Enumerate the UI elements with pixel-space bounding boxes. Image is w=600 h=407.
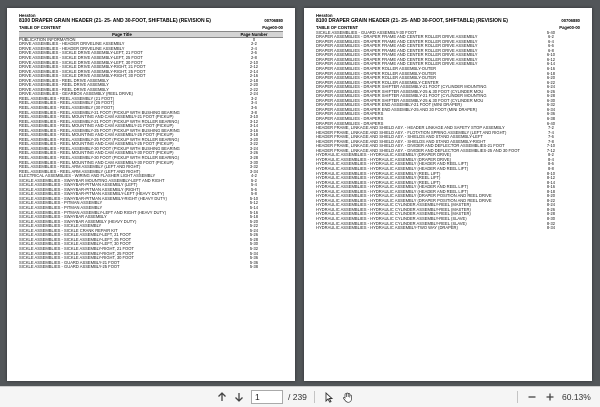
toc-entry-page-number: 6-14 <box>546 62 556 67</box>
toc-entry-title: DRAPER ASSEMBLIES - DRAPER SHIFTER ASSEMBLY-21 FOOT (CYLINDER MOUNTING <box>316 94 487 99</box>
toc-entry-title: SICKLE ASSEMBLIES - SICKLE ASSEMBLY-RIGHT, 25 FOOT <box>19 251 134 256</box>
document-title: 8100 DRAPER GRAIN HEADER (21- 25- AND 30-FOOT, SHIFTABLE) (REVISION E) <box>316 18 508 24</box>
toc-entry-title: DRAPER ASSEMBLIES - DRAPER ROLLER ASSEMBLY-OUTER <box>316 66 437 71</box>
zoom-level[interactable]: 60.13% <box>562 392 591 402</box>
toc-table-left <box>19 31 283 270</box>
toc-row[interactable] <box>19 265 283 270</box>
brand-name: Hesston <box>316 13 333 18</box>
toc-entry-page-number: 6-2 <box>547 35 554 40</box>
toc-row[interactable] <box>316 226 580 231</box>
toc-entry-page-number: 3-20 <box>249 137 259 142</box>
toc-entry-page-number: 6-30 <box>546 98 556 103</box>
toc-entry-title: DRIVE ASSEMBLIES - HEADER DRIVELINE ASSEMBLY <box>19 46 125 51</box>
toc-entry-page-number: 5-16 <box>249 210 259 215</box>
toc-entry-title: REEL ASSEMBLIES - REEL ASSEMBLY-30 FOOT (PICKUP WITH BUSHING BEARING <box>19 146 180 151</box>
toc-entry-title: HYDRAULIC ASSEMBLIES - HYDRAULIC CYLINDER ASSEMBLY-REEL (SLAVE) <box>316 221 467 226</box>
toc-entry-page-number: 5-38 <box>249 265 259 270</box>
toc-entry-page-number: 6-20 <box>546 76 556 81</box>
toc-entry-title: SICKLE ASSEMBLIES - GUARD ASSEMBLY-21 FOOT <box>19 260 120 265</box>
toc-entry-page-number: 2-12 <box>249 65 259 70</box>
toc-entry-title: DRAPER ASSEMBLIES - DRAPER SHIFTER ASSEMBLY-25 & 30 FOOT (CYLINDER MOU <box>316 89 484 94</box>
select-tool-button[interactable] <box>322 390 336 404</box>
toc-entry-title: DRAPER ASSEMBLIES - DRAPER ROLLER ASSEMBLY-CENTER <box>316 80 439 85</box>
toc-entry-title: DRIVE ASSEMBLIES - SICKLE DRIVE ASSEMBLY-LEFT, 21 FOOT <box>19 51 143 56</box>
document-title: 8100 DRAPER GRAIN HEADER (21- 25- AND 30-FOOT, SHIFTABLE) (REVISION E) <box>19 18 211 24</box>
toc-entry-title: DRAPER ASSEMBLIES - DRAPER FRAME AND CENTER ROLLER DRIVE ASSEMBLY <box>316 44 478 49</box>
document-page-right <box>304 8 592 381</box>
toc-entry-title: REEL ASSEMBLIES - REEL ASSEMBLY (25 FOOT) <box>19 101 115 106</box>
toc-entry-title: SICKLE ASSEMBLIES - SICKLE ASSEMBLY-LEFT, 30 FOOT <box>19 242 132 247</box>
toc-entry-page-number: 6-24 <box>546 85 556 90</box>
toc-entry-page-number: 3-14 <box>249 124 259 129</box>
toc-entry-title: SICKLE ASSEMBLIES - SICKLE ASSEMBLY-RIGHT, 30 FOOT <box>19 256 134 261</box>
toc-entry-page-number: 6-32 <box>546 103 556 108</box>
toc-entry-title: DRIVE ASSEMBLIES - REEL DRIVE ASSEMBLY <box>19 87 109 92</box>
toc-entry-title: HEADER FRAME, LINKAGE AND SHIELD ASY. - SHIELDS AND STAND ASSEMBLY-LEFT <box>316 135 483 140</box>
toc-entry-page-number: 5-36 <box>249 256 259 261</box>
toc-entry-title: HYDRAULIC ASSEMBLIES - HYDRAULIC ASSEMBLY (DRAPER DRIVE) <box>316 153 451 158</box>
toc-entry-title: HYDRAULIC ASSEMBLIES - HYDRAULIC ASSEMBLY (REEL LIFT) <box>316 176 441 181</box>
toc-entry-title: HYDRAULIC ASSEMBLIES - HYDRAULIC ASSEMBLY (DRAPER POSITION AND REEL DRIVE <box>316 198 492 203</box>
toc-entry-title: REEL ASSEMBLIES - REEL MOUNTING AND CAM ASSEMBLY-25 FOOT (PICKUP) <box>19 133 174 138</box>
toc-entry-title: DRAPER ASSEMBLIES - DRAPER FRAME AND CENTER ROLLER DRIVE ASSEMBLY <box>316 62 478 67</box>
toc-entry-title: DRAPER ASSEMBLIES - DRAPER END ASSEMBLY-25 AND 30 FOOT (MINI DRAPER) <box>316 107 477 112</box>
toc-entry-page-number: 2-6 <box>250 51 257 56</box>
toc-entry-title: DRAPER ASSEMBLIES - DRAPER SHIFTER ASSEMBLY-25 & 30 FOOT (CYLINDER MOU <box>316 98 484 103</box>
toc-entry-title: REEL ASSEMBLIES - REEL MOUNTING AND CAM ASSEMBLY-25 FOOT (PICKUP) <box>19 142 174 147</box>
toc-entry-page-number: 3-32 <box>249 165 259 170</box>
toc-entry-page-number: 6-26 <box>546 89 556 94</box>
toc-rows-left <box>19 37 283 269</box>
toc-entry-page-number: 8-14 <box>546 180 556 185</box>
toc-entry-page-number: 5-6 <box>250 187 257 192</box>
toc-entry-page-number: 8-32 <box>546 221 556 226</box>
toc-entry-page-number: 8-2 <box>547 153 554 158</box>
toc-entry-page-number: 3-18 <box>249 133 259 138</box>
toc-entry-title: DRIVE ASSEMBLIES - HEADER DRIVELINE ASSEMBLY <box>19 42 125 47</box>
zoom-in-button[interactable] <box>543 390 557 404</box>
toc-entry-page-number: 2-2 <box>250 42 257 47</box>
toc-entry-page-number: 6-18 <box>546 71 556 76</box>
brand-name: Hesston <box>19 13 36 18</box>
toc-entry-page-number: 6-36 <box>546 112 556 117</box>
zoom-out-button[interactable] <box>525 390 539 404</box>
toc-entry-page-number: 5-34 <box>249 251 259 256</box>
toc-label: TABLE OF CONTENT <box>316 24 359 30</box>
toc-entry-title: DRIVE ASSEMBLIES - REEL DRIVE ASSEMBLY <box>19 78 109 83</box>
toc-entry-title: REEL ASSEMBLIES - REEL MOUNTING AND CAM ASSEMBLY-21 FOOT (PICKUP) <box>19 124 174 129</box>
toc-entry-title: HYDRAULIC ASSEMBLIES - HYDRAULIC ASSEMBLY-TWO WAY (DRAPER) <box>316 226 458 231</box>
toc-entry-title: HYDRAULIC ASSEMBLIES - HYDRAULIC ASSEMBLY (HEADER AND REEL LIFT) <box>316 189 469 194</box>
column-header-number: Page Number <box>225 31 283 37</box>
toc-entry-title: REEL ASSEMBLIES - REEL ASSEMBLY-21 FOOT (PICKUP WITH BUSHING BEARING <box>19 110 180 115</box>
toolbar-divider <box>517 391 518 403</box>
toc-entry-page-number: 5-18 <box>249 215 259 220</box>
toc-entry-title: DRAPER ASSEMBLIES - DRAPER FRAME AND CENTER ROLLER DRIVE ASSEMBLY <box>316 35 478 40</box>
toc-entry-page-number: 6-12 <box>546 57 556 62</box>
toc-entry-title: DRAPER ASSEMBLIES - DRAPER ROLLER ASSEMBLY-OUTER <box>316 76 437 81</box>
toc-entry-title: DRAPER ASSEMBLIES - DRAPER FRAME AND CENTER ROLLER DRIVE ASSEMBLY <box>316 39 478 44</box>
arrow-down-icon <box>234 392 244 402</box>
toc-entry-title: SICKLE ASSEMBLIES - SICKLE ASSEMBLY-LEFT, 21 FOOT <box>19 233 132 238</box>
toc-entry-title: SICKLE ASSEMBLIES - SWAYBAR ASSEMBLY <box>19 215 107 220</box>
toc-entry-title: HEADER FRAME, LINKAGE AND SHIELD ASY. - DIVIDER AND DEFLECTOR ASSEMBLIES-25 AND 30 FOOT <box>316 148 520 153</box>
toc-entry-page-number: 5-30 <box>249 242 259 247</box>
toc-entry-title: DRIVE ASSEMBLIES - SICKLE DRIVE ASSEMBLY-RIGHT, 21 FOOT <box>19 65 146 70</box>
toc-entry-page-number: 7-8 <box>547 139 554 144</box>
toc-entry-page-number: 2-4 <box>250 46 257 51</box>
toc-entry-page-number: 8-22 <box>546 198 556 203</box>
toc-entry-title: REEL ASSEMBLIES - REEL MOUNTING AND CAM ASSEMBLY-30 FOOT (PICKUP) <box>19 160 174 165</box>
next-page-button[interactable] <box>232 390 246 404</box>
toc-entry-page-number: 5-14 <box>249 206 259 211</box>
toc-entry-page-number: 2-24 <box>249 92 259 97</box>
toc-entry-page-number: 2-14 <box>249 69 259 74</box>
toc-entry-page-number: 5-10 <box>249 196 259 201</box>
toc-entry-title: REEL ASSEMBLIES - REEL ASSEMBLY-21 FOOT (PICKUP WITH ROLLER BEARING) <box>19 119 179 124</box>
toc-entry-title: DRAPER ASSEMBLIES - DRAPER FRAME AND CENTER ROLLER DRIVE ASSEMBLY <box>316 57 478 62</box>
toc-entry-title: SICKLE ASSEMBLIES - GUARD ASSEMBLY-30 FOOT <box>316 30 417 35</box>
toc-table-right <box>316 31 580 231</box>
toc-entry-title: SICKLE ASSEMBLIES - SWAYBAR-PITMAN ASSEMBLY (LEFT) <box>19 183 138 188</box>
toc-entry-title: SICKLE ASSEMBLIES - SICKLE ASSEMBLY-RIGHT, 21 FOOT <box>19 246 134 251</box>
toc-entry-page-number: 5-24 <box>249 228 259 233</box>
hand-tool-button[interactable] <box>340 390 354 404</box>
toc-entry-page-number: 6-28 <box>546 94 556 99</box>
toc-entry-title: DRAPER ASSEMBLIES - DRAPER END ASSEMBLY-21 FOOT (MINI DRAPER) <box>316 103 462 108</box>
toc-entry-title: REEL ASSEMBLIES - REEL ASSEMBLY-25 FOOT (PICKUP WITH ROLLER BEARING) <box>19 137 179 142</box>
toc-entry-page-number: 6-40 <box>546 121 556 126</box>
toc-entry-title: REEL ASSEMBLIES - REEL ASSEMBLY-25 FOOT (PICKUP WITH BUSHING BEARING <box>19 128 180 133</box>
toc-entry-title: SICKLE ASSEMBLIES - SICKLE CRANK REPAIR KIT <box>19 228 118 233</box>
toc-entry-page-number: 2-10 <box>249 60 259 65</box>
toc-entry-page-number: 7-2 <box>547 126 554 131</box>
toc-entry-page-number: 8-8 <box>547 167 554 171</box>
column-header-title: Page Title <box>19 31 225 37</box>
plus-icon <box>545 392 555 402</box>
toc-entry-title: DRIVE ASSEMBLIES - SICKLE DRIVE ASSEMBLY-RIGHT, 25 FOOT <box>19 69 146 74</box>
toc-entry-title: DRAPER ASSEMBLIES - DRAPER FRAME AND CENTER ROLLER DRIVE ASSEMBLY <box>316 53 478 58</box>
toc-entry-page-number: 8-12 <box>546 176 556 181</box>
toc-entry-page-number: 3-24 <box>249 146 259 151</box>
toc-rows-right <box>316 31 580 231</box>
toc-entry-title: HYDRAULIC ASSEMBLIES - HYDRAULIC ASSEMBLY (REEL LIFT) <box>316 180 441 185</box>
toc-entry-title: HYDRAULIC ASSEMBLIES - HYDRAULIC ASSEMBLY (DRAPER DRIVE) <box>316 157 451 162</box>
toc-entry-title: DRIVE ASSEMBLIES - SICKLE DRIVE ASSEMBLY-LEFT, 30 FOOT <box>19 60 143 65</box>
toc-entry-page-number: 2-22 <box>249 87 259 92</box>
toc-entry-title: SICKLE ASSEMBLIES - SICKLE ASSEMBLY-LEFT, 25 FOOT <box>19 237 132 242</box>
toc-entry-page-number: 8-10 <box>546 171 556 176</box>
toc-entry-title: HYDRAULIC ASSEMBLIES - HYDRAULIC CYLINDER ASSEMBLY-REEL (SLAVE) <box>316 217 467 222</box>
toc-entry-page-number: 6-10 <box>546 53 556 58</box>
toc-entry-page-number: 6-8 <box>547 48 554 53</box>
toc-entry-page-number: 8-18 <box>546 189 556 194</box>
toc-entry-page-number: 8-4 <box>547 157 554 162</box>
toc-entry-title: REEL ASSEMBLIES - REEL ASSEMBLY-30 FOOT (PICKUP WITH ROLLER BEARING) <box>19 156 179 161</box>
toc-entry-page-number: 3-4 <box>250 101 257 106</box>
toc-entry-page-number: 8-30 <box>546 217 556 222</box>
toc-entry-title: HYDRAULIC ASSEMBLIES - HYDRAULIC CYLINDER ASSEMBLY-REEL (MASTER) <box>316 203 471 208</box>
toc-entry-page-number: 3-34 <box>249 169 259 174</box>
toc-entry-page-number: 7-4 <box>547 130 554 135</box>
toc-entry-title: HYDRAULIC ASSEMBLIES - HYDRAULIC ASSEMBLY (REEL LIFT) <box>316 171 441 176</box>
toc-entry-title: HYDRAULIC ASSEMBLIES - HYDRAULIC CYLINDER ASSEMBLY-REEL (MASTER) <box>316 212 471 217</box>
toc-entry-title: PUBLICATION INFORMATION <box>19 37 76 42</box>
toc-entry-page-number: 3-10 <box>249 115 259 120</box>
toc-entry-page-number: 3-30 <box>249 160 259 165</box>
toc-entry-page-number: 3-12 <box>249 119 259 124</box>
toc-entry-title: DRIVE ASSEMBLIES - REEL DRIVE ASSEMBLY <box>19 83 109 88</box>
toc-entry-title: DRIVE ASSEMBLIES - SICKLE DRIVE ASSEMBLY-LEFT, 25 FOOT <box>19 55 143 60</box>
toc-entry-page-number: 3-16 <box>249 128 259 133</box>
toc-entry-page-number: 6-38 <box>546 116 556 121</box>
toc-entry-page-number: 3-8 <box>250 110 257 115</box>
toc-entry-page-number: 5-4 <box>250 183 257 188</box>
toc-entry-title: DRAPER ASSEMBLIES - DRAPER SHIFTER ASSEMBLY-21 FOOT (CYLINDER MOUNTING <box>316 85 487 90</box>
toc-entry-title: HEADER FRAME, LINKAGE AND SHIELD ASY. - FLOTATION SPRING ASSEMBLY (LEFT AND RIGHT) <box>316 130 507 135</box>
toc-entry-page-number: 3-22 <box>249 142 259 147</box>
toc-entry-title: SICKLE ASSEMBLIES - GUARD ASSEMBLY-25 FOOT <box>19 265 120 270</box>
toc-entry-page-number: 8-24 <box>546 203 556 208</box>
toc-entry-title: DRAPER ASSEMBLIES - DRAPERS <box>316 121 384 126</box>
page-reference: Page00-00 <box>262 24 283 30</box>
toc-entry-page-number: 3-2 <box>250 96 257 101</box>
toc-entry-title: HEADER FRAME, LINKAGE AND SHIELD ASY. - SHIELDS AND STAND ASSEMBLY-RIGHT <box>316 139 486 144</box>
toc-entry-page-number: 0 <box>252 37 256 42</box>
toc-entry-page-number: 5-40 <box>546 30 556 35</box>
previous-page-button[interactable] <box>215 390 229 404</box>
toc-entry-title: DRAPER ASSEMBLIES - DRAPER FRAME AND CENTER ROLLER DRIVE ASSEMBLY <box>316 48 478 53</box>
cursor-arrow-icon <box>324 392 334 403</box>
toc-entry-page-number: 3-26 <box>249 151 259 156</box>
toc-entry-title: REEL ASSEMBLIES - REEL ARM ASSEMBLY (LEFT AND RIGHT) <box>19 169 141 174</box>
document-code: 00706880 <box>264 18 283 23</box>
toc-entry-page-number: 3-6 <box>250 106 257 110</box>
toc-entry-page-number: 2-16 <box>249 74 259 79</box>
document-page-left <box>7 8 295 381</box>
toc-entry-title: REEL ASSEMBLIES - REEL ASSEMBLY (30 FOOT) <box>19 106 115 110</box>
toc-entry-title: HYDRAULIC ASSEMBLIES - HYDRAULIC CYLINDER ASSEMBLY-REEL (MASTER) <box>316 207 471 212</box>
toc-entry-page-number: 5-8 <box>250 192 257 197</box>
toc-entry-page-number: 7-6 <box>547 135 554 140</box>
toc-entry-title: SICKLE ASSEMBLIES - SWAYBAR-PITMAN ASSEMBLY-LEFT (HEAVY DUTY) <box>19 192 165 197</box>
toc-label: TABLE OF CONTENT <box>19 24 62 30</box>
toc-entry-title: DRIVE ASSEMBLIES - GEARBOX ASSEMBLY (REEL DRIVE) <box>19 92 133 97</box>
toc-entry-title: HEADER FRAME, LINKAGE AND SHIELD ASY. - HEADER LINKAGE AND SAFETY STOP ASSEMBLY <box>316 126 505 131</box>
toc-entry-title: DRIVE ASSEMBLIES - SICKLE DRIVE ASSEMBLY-RIGHT, 30 FOOT <box>19 74 146 79</box>
toc-entry-title: HEADER FRAME, LINKAGE AND SHIELD ASY. - DIVIDER AND DEFLECTOR ASSEMBLIES-21 FOOT <box>316 144 505 149</box>
toc-entry-title: DRAPER ASSEMBLIES - DRAPERS <box>316 112 384 117</box>
toc-entry-page-number: 8-26 <box>546 207 556 212</box>
toc-entry-page-number: 5-22 <box>249 224 259 229</box>
toc-entry-page-number: 5-36 <box>249 260 259 265</box>
toc-entry-page-number: 7-10 <box>546 144 556 149</box>
toc-entry-title: SICKLE ASSEMBLIES - SWAYBAR MOUNTING ASSEMBLY-LEFT AND RIGHT <box>19 178 165 183</box>
toc-entry-page-number: 8-34 <box>546 226 556 231</box>
toolbar-divider <box>314 391 315 403</box>
toc-entry-title: REEL ASSEMBLIES - REEL MOUNTING AND CAM ASSEMBLY-21 FOOT (PICKUP) <box>19 115 174 120</box>
arrow-up-icon <box>217 392 227 402</box>
toc-entry-page-number: 3-28 <box>249 156 259 161</box>
toc-entry-title: SICKLE ASSEMBLIES - SWAYBAR-PITMAN ASSEMBLY (RIGHT) <box>19 187 141 192</box>
toc-entry-page-number: 8-16 <box>546 185 556 190</box>
toc-entry-title: DRAPER ASSEMBLIES - DRAPER ROLLER ASSEMBLY-OUTER <box>316 71 437 76</box>
toc-entry-page-number: 2-18 <box>249 78 259 83</box>
toc-entry-title: HYDRAULIC ASSEMBLIES - HYDRAULIC ASSEMBLY (HEADER AND REEL LIFT) <box>316 185 469 190</box>
toc-entry-title: SICKLE ASSEMBLIES - SICKLE ASSEMBLY <box>19 224 102 229</box>
toc-entry-title: HYDRAULIC ASSEMBLIES - HYDRAULIC ASSEMBLY (HEADER AND REEL LIFT) <box>316 167 469 171</box>
toc-entry-page-number: 8-28 <box>546 212 556 217</box>
page-reference: Page00-00 <box>559 24 580 30</box>
toc-entry-page-number: 6-22 <box>546 80 556 85</box>
toc-entry-title: SICKLE ASSEMBLIES - SWAYBAR-PITMAN ASSEMBLY-RIGHT (HEAVY DUTY) <box>19 196 167 201</box>
toc-entry-page-number: 6-4 <box>547 39 554 44</box>
toc-entry-title: REEL ASSEMBLIES - REEL MOUNTING AND CAM ASSEMBLY-30 FOOT (PICKUP) <box>19 151 174 156</box>
document-code: 00706880 <box>561 18 580 23</box>
toc-entry-title: SICKLE ASSEMBLIES - PITMAN ASSEMBLY-LEFT AND RIGHT (HEAVY DUTY) <box>19 210 167 215</box>
toc-entry-page-number: 5-32 <box>249 246 259 251</box>
hand-icon <box>342 392 353 403</box>
toc-entry-page-number: 5-20 <box>249 219 259 224</box>
toc-entry-page-number: 5-2 <box>250 178 257 183</box>
minus-icon <box>527 392 537 402</box>
toc-entry-page-number: 2-20 <box>249 83 259 88</box>
toc-entry-title: SICKLE ASSEMBLIES - SWAYBAR ASSEMBLY (HEAVY DUTY) <box>19 219 137 224</box>
toc-entry-page-number: 5-28 <box>249 237 259 242</box>
toc-entry-title: DRAPER ASSEMBLIES - DRAPERS <box>316 116 384 121</box>
toc-entry-page-number: 4-2 <box>250 174 257 179</box>
viewer-toolbar <box>0 386 600 407</box>
toc-entry-title: HYDRAULIC ASSEMBLIES - HYDRAULIC ASSEMBLY (DRAPER POSITION AND REEL DRIVE <box>316 194 492 199</box>
toc-entry-title: REEL ASSEMBLIES - REEL ARM ASSEMBLY (LEFT AND RIGHT) <box>19 165 141 170</box>
page-total: / 239 <box>288 392 307 402</box>
toc-entry-page-number: 6-6 <box>547 44 554 49</box>
toc-entry-page-number: 2-8 <box>250 55 257 60</box>
toc-entry-page-number: 6-34 <box>546 107 556 112</box>
toc-entry-title: REEL ASSEMBLIES - REEL ASSEMBLY (21 FOOT) <box>19 96 115 101</box>
toc-entry-page-number: 7-12 <box>546 148 556 153</box>
toc-entry-page-number: 6-16 <box>546 66 556 71</box>
toc-entry-title: ELECTRICAL ASSEMBLIES - WIRING AND FLASHER LIGHT ASSEMBLY <box>19 174 156 179</box>
toc-entry-page-number: 8-6 <box>547 162 554 167</box>
toc-entry-page-number: 5-12 <box>249 201 259 206</box>
page-number-input[interactable] <box>251 390 283 404</box>
toc-entry-page-number: 5-26 <box>249 233 259 238</box>
toc-entry-title: SICKLE ASSEMBLIES - PITMAN ASSEMBLY <box>19 201 103 206</box>
toc-entry-title: SICKLE ASSEMBLIES - PITMAN ASSEMBLY <box>19 206 103 211</box>
toc-entry-page-number: 8-20 <box>546 194 556 199</box>
toc-entry-title: HYDRAULIC ASSEMBLIES - HYDRAULIC ASSEMBLY (HEADER AND REEL LIFT) <box>316 162 469 167</box>
